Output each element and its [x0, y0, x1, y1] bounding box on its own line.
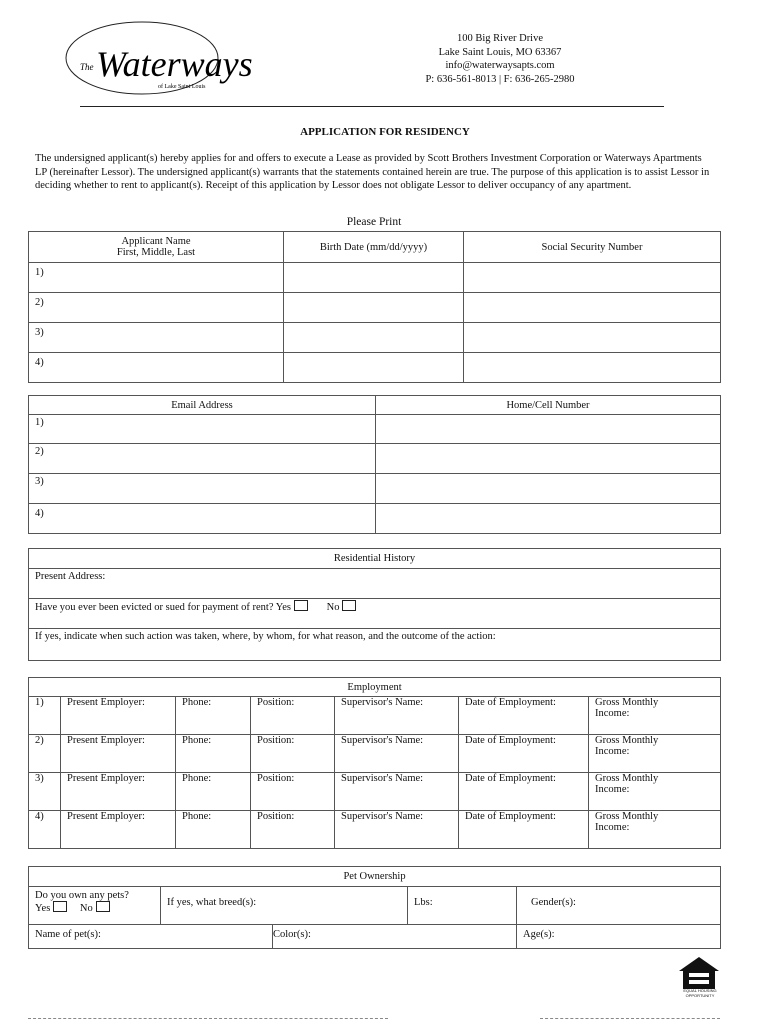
contact-row-1-phone[interactable] — [376, 415, 721, 444]
employer-position-3[interactable]: Position: — [251, 773, 335, 811]
contact-row-3-phone[interactable] — [376, 474, 721, 504]
col-applicant-name-line1: Applicant Name — [121, 236, 191, 247]
pet-no-checkbox[interactable] — [96, 901, 110, 912]
pet-lbs-field[interactable] — [408, 887, 517, 925]
col-birth-date: Birth Date (mm/dd/yyyy) — [284, 232, 464, 263]
gross-label: Gross Monthly — [595, 697, 659, 708]
employer-phone-4[interactable]: Phone: — [176, 811, 251, 849]
contact-row-1-email[interactable] — [29, 415, 376, 444]
applicant-row-3-birth[interactable] — [284, 323, 464, 353]
col-phone: Home/Cell Number — [376, 396, 721, 415]
employment-row-3-num: 3) — [29, 773, 61, 811]
pet-no-label: No — [79, 903, 93, 914]
applicant-row-2-birth[interactable] — [284, 293, 464, 323]
row-label: 4) — [35, 508, 44, 519]
pet-own-cell — [29, 887, 161, 925]
pet-table — [28, 866, 721, 949]
contact-row-3-email[interactable] — [29, 474, 376, 504]
employment-date-3[interactable]: Date of Employment: — [459, 773, 589, 811]
contact-row-2-email[interactable] — [29, 444, 376, 474]
eviction-no-label: No — [326, 602, 340, 613]
residential-heading: Residential History — [29, 549, 721, 569]
eviction-no-checkbox[interactable] — [342, 600, 356, 611]
row-label: 3) — [35, 476, 44, 487]
gross-income-2[interactable] — [589, 735, 721, 773]
employment-table — [28, 677, 721, 849]
employment-date-4[interactable]: Date of Employment: — [459, 811, 589, 849]
pet-breed-label: If yes, what breed(s): — [167, 897, 257, 908]
col-applicant-name — [29, 232, 284, 263]
logo-the: The — [80, 62, 94, 72]
pet-lbs-label: Lbs: — [414, 897, 433, 908]
applicant-row-1-ssn[interactable] — [464, 263, 721, 293]
equal-housing-caption: EQUAL HOUSING OPPORTUNITY — [683, 988, 717, 998]
row-label: 3) — [35, 327, 44, 338]
row-label: 4) — [35, 357, 44, 368]
please-print-heading: Please Print — [346, 216, 402, 228]
gross-income-3[interactable] — [589, 773, 721, 811]
page-title: APPLICATION FOR RESIDENCY — [300, 126, 470, 138]
applicant-row-4-name[interactable] — [29, 353, 284, 383]
row-label: 1) — [35, 267, 44, 278]
applicant-row-2-ssn[interactable] — [464, 293, 721, 323]
contact-phones: P: 636-561-8013 | F: 636-265-2980 — [425, 73, 575, 85]
intro-paragraph: The undersigned applicant(s) hereby applies for and offers to execute a Lease as provided by Scott Brothers Investment Corporation or Waterways Apartments LP (hereinafter Lessor). The undersigned applicant(s) warrants that the statements contained herein are true. The purpose of this application is to assist Lessor in deciding whether to rent to applicant(s). Receipt of this application by Lessor does not obligate Lessor to deliver occupancy of any apartment. — [35, 153, 710, 191]
employer-field-3[interactable]: Present Employer: — [61, 773, 176, 811]
employer-phone-2[interactable]: Phone: — [176, 735, 251, 773]
employer-phone-1[interactable]: Phone: — [176, 697, 251, 735]
employment-row-2-num: 2) — [29, 735, 61, 773]
residential-table — [28, 548, 721, 661]
contact-row-2-phone[interactable] — [376, 444, 721, 474]
present-address-label: Present Address: — [35, 571, 106, 582]
employment-heading: Employment — [29, 678, 721, 697]
contact-street: 100 Big River Drive — [456, 33, 544, 44]
employer-field-1[interactable]: Present Employer: — [61, 697, 176, 735]
employer-phone-3[interactable]: Phone: — [176, 773, 251, 811]
logo-name: Waterways — [96, 44, 253, 84]
eviction-question: Have you ever been evicted or sued for payment of rent? Yes — [35, 602, 291, 613]
employment-row-1-num: 1) — [29, 697, 61, 735]
footer-line-left — [28, 1018, 388, 1019]
col-applicant-name-line2: First, Middle, Last — [116, 247, 196, 258]
supervisor-field-4[interactable]: Supervisor's Name: — [335, 811, 459, 849]
applicant-row-3-ssn[interactable] — [464, 323, 721, 353]
pet-yes-label: Yes — [35, 903, 51, 914]
row-label: 2) — [35, 297, 44, 308]
present-address-field[interactable] — [29, 569, 721, 599]
row-label: 2) — [35, 446, 44, 457]
gross-label: Gross Monthly — [595, 735, 659, 746]
employer-field-2[interactable]: Present Employer: — [61, 735, 176, 773]
contact-email: info@waterwaysapts.com — [445, 60, 555, 71]
pet-heading: Pet Ownership — [29, 867, 721, 887]
pet-color-field[interactable] — [273, 925, 517, 949]
applicant-row-4-ssn[interactable] — [464, 353, 721, 383]
employer-position-1[interactable]: Position: — [251, 697, 335, 735]
pet-color-label: Color(s): — [273, 929, 311, 940]
pet-age-label: Age(s): — [523, 929, 555, 940]
pet-name-field[interactable] — [29, 925, 273, 949]
applicant-row-1-name[interactable] — [29, 263, 284, 293]
pet-gender-label: Gender(s): — [531, 897, 576, 908]
supervisor-field-1[interactable]: Supervisor's Name: — [335, 697, 459, 735]
income-label: Income: — [595, 784, 630, 795]
footer-line-right — [540, 1018, 720, 1019]
header-divider — [80, 106, 664, 107]
employment-row-4-num: 4) — [29, 811, 61, 849]
eviction-row — [29, 599, 721, 629]
income-label: Income: — [595, 746, 630, 757]
gross-income-4[interactable] — [589, 811, 721, 849]
contact-city: Lake Saint Louis, MO 63367 — [438, 46, 562, 58]
gross-income-1[interactable] — [589, 697, 721, 735]
employer-position-2[interactable]: Position: — [251, 735, 335, 773]
eviction-yes-checkbox[interactable] — [294, 600, 308, 611]
employer-field-4[interactable]: Present Employer: — [61, 811, 176, 849]
row-label: 1) — [35, 417, 44, 428]
pet-own-question: Do you own any pets? — [35, 890, 129, 901]
eviction-details-label: If yes, indicate when such action was taken, where, by whom, for what reason, and the outcome of the action: — [35, 631, 496, 642]
supervisor-field-3[interactable]: Supervisor's Name: — [335, 773, 459, 811]
applicant-row-4-birth[interactable] — [284, 353, 464, 383]
supervisor-field-2[interactable]: Supervisor's Name: — [335, 735, 459, 773]
contact-row-4-email[interactable] — [29, 504, 376, 534]
applicant-row-2-name[interactable] — [29, 293, 284, 323]
logo-sub: of Lake Saint Louis — [158, 84, 206, 90]
employment-date-2[interactable]: Date of Employment: — [459, 735, 589, 773]
col-ssn: Social Security Number — [464, 232, 721, 263]
employer-position-4[interactable]: Position: — [251, 811, 335, 849]
gross-label: Gross Monthly — [595, 773, 659, 784]
col-email: Email Address — [29, 396, 376, 415]
eviction-details-field[interactable] — [29, 629, 721, 661]
waterways-logo — [62, 18, 292, 98]
contact-table — [28, 395, 721, 534]
applicant-row-1-birth[interactable] — [284, 263, 464, 293]
gross-label: Gross Monthly — [595, 811, 659, 822]
pet-name-label: Name of pet(s): — [35, 929, 101, 940]
contact-block — [400, 32, 600, 86]
pet-gender-field[interactable] — [517, 887, 721, 925]
pet-yes-checkbox[interactable] — [53, 901, 67, 912]
applicant-table — [28, 231, 721, 383]
income-label: Income: — [595, 822, 630, 833]
pet-breed-field[interactable] — [161, 887, 408, 925]
income-label: Income: — [595, 708, 630, 719]
pet-age-field[interactable] — [517, 925, 721, 949]
contact-row-4-phone[interactable] — [376, 504, 721, 534]
applicant-row-3-name[interactable] — [29, 323, 284, 353]
employment-date-1[interactable]: Date of Employment: — [459, 697, 589, 735]
